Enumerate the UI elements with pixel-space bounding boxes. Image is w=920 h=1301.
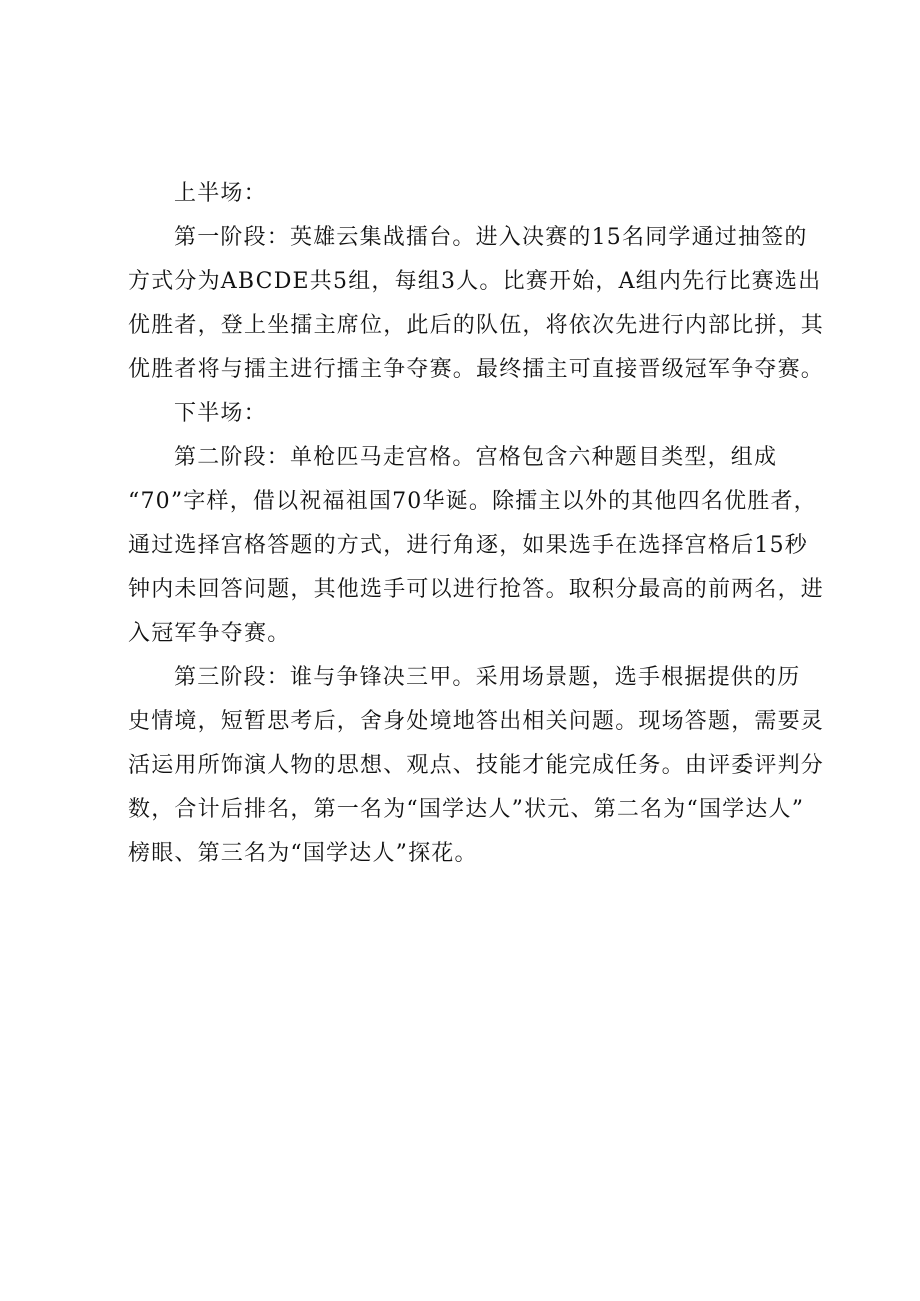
paragraph-line: 通过选择宫格答题的方式，进行角逐，如果选手在选择宫格后15秒 [128, 533, 808, 558]
paragraph-line: 优胜者将与擂主进行擂主争夺赛。最终擂主可直接晋级冠军争夺赛。 [128, 357, 825, 382]
paragraph-stage-1 [128, 216, 824, 392]
paragraph-stage-3 [128, 656, 824, 876]
paragraph-line: 第二阶段：单枪匹马走宫格。宫格包含六种题目类型，组成 [174, 445, 778, 470]
paragraph-line: “70”字样，借以祝福祖国70华诞。除擂主以外的其他四名优胜者， [128, 489, 817, 514]
paragraph-line: 活运用所饰演人物的思想、观点、技能才能完成任务。由评委评判分 [128, 753, 825, 778]
paragraph-line: 优胜者，登上坐擂主席位，此后的队伍，将依次先进行内部比拼，其 [128, 313, 825, 338]
paragraph-stage-2 [128, 436, 824, 656]
paragraph-line: 方式分为ABCDE共5组，每组3人。比赛开始，A组内先行比赛选出 [128, 269, 822, 294]
paragraph-line: 第三阶段：谁与争锋决三甲。采用场景题，选手根据提供的历 [174, 665, 801, 690]
paragraph-line: 第一阶段：英雄云集战擂台。进入决赛的15名同学通过抽签的 [174, 225, 808, 250]
heading-second-half: 下半场： [174, 401, 267, 426]
paragraph-line: 史情境，短暂思考后，舍身处境地答出相关问题。现场答题，需要灵 [128, 709, 825, 734]
document-body [128, 172, 824, 876]
paragraph-line: 数，合计后排名，第一名为“国学达人”状元、第二名为“国学达人” [128, 797, 805, 822]
paragraph-line: 入冠军争夺赛。 [128, 621, 291, 646]
paragraph-line: 榜眼、第三名为“国学达人”探花。 [128, 841, 478, 866]
heading-first-half: 上半场： [174, 181, 267, 206]
paragraph-line: 钟内未回答问题，其他选手可以进行抢答。取积分最高的前两名，进 [128, 577, 825, 602]
